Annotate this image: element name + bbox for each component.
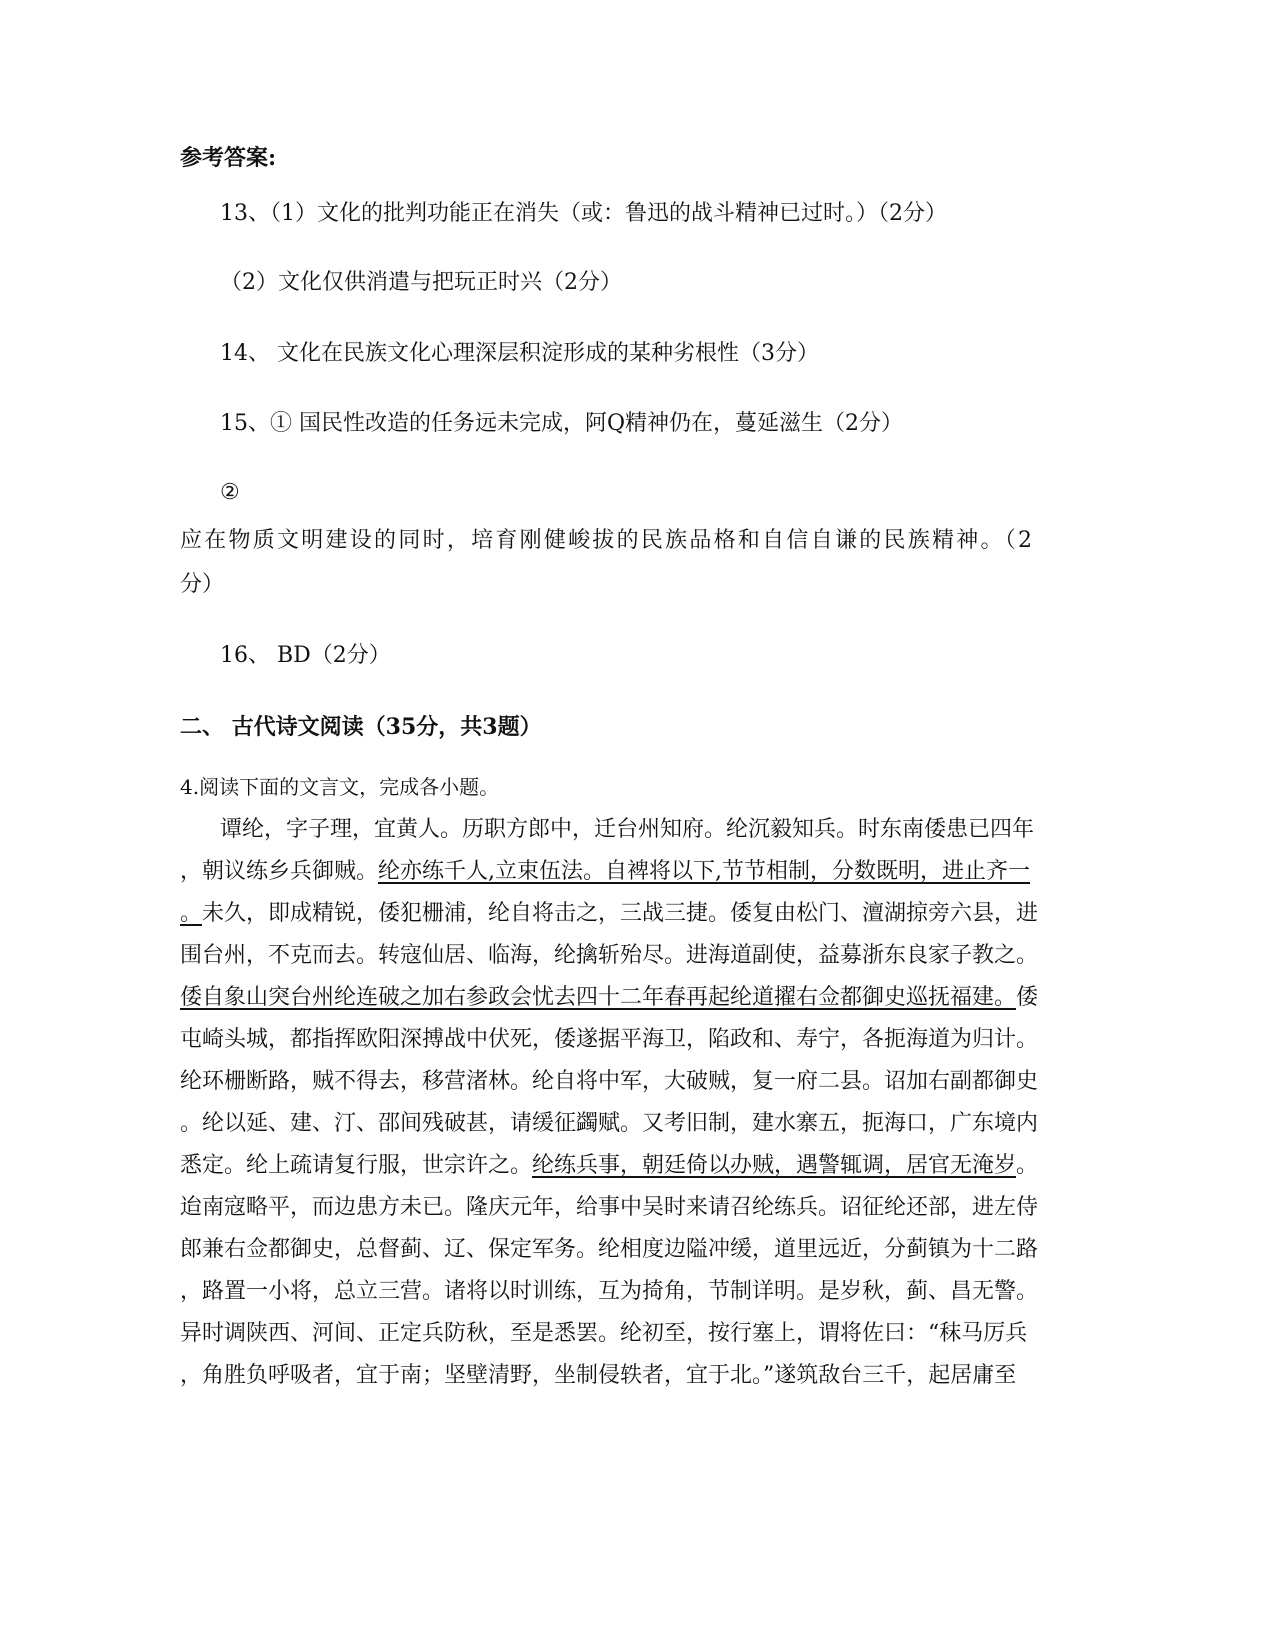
passage-line-2	[180, 857, 1030, 887]
answer-15-part-2-continuation: 分）	[180, 572, 225, 597]
passage-underlined-sentence-3: 纶练兵事，朝廷倚以办贼，遇警辄调，居官无淹岁	[532, 1153, 1017, 1178]
passage-line-9-end: 。	[1016, 1153, 1039, 1178]
passage-line-3	[180, 899, 1038, 929]
passage-line-7: 纶环栅断路，贼不得去，移营渚林。纶自将中军，大破贼，复一府二县。诏加右副都御史	[180, 1069, 1039, 1094]
passage-line-8: 。纶以延、建、汀、邵间残破甚，请缓征蠲赋。又考旧制，建水寨五，扼海口，广东境内	[180, 1111, 1039, 1136]
section-2-heading: 二、 古代诗文阅读（35分，共3题）	[180, 714, 542, 740]
answers-heading: 参考答案:	[180, 145, 277, 171]
answer-15-part-2-marker: ②	[220, 480, 240, 505]
passage-line-6: 屯崎头城，都指挥欧阳深搏战中伏死，倭遂据平海卫，陷政和、寿宁，各扼海道为归计。	[180, 1027, 1039, 1052]
passage-line-9-plain: 悉定。纶上疏请复行服，世宗许之。	[180, 1153, 533, 1178]
passage-line-5	[180, 983, 1038, 1013]
passage-line-3-plain: 未久，即成精锐，倭犯栅浦，纶自将击之，三战三捷。倭复由松门、澶湖掠旁六县，进	[202, 901, 1039, 926]
passage-line-14: ，角胜负呼吸者，宜于南；坚壁清野，坐制侵轶者，宜于北。”遂筑敌台三千，起居庸至	[180, 1363, 1017, 1388]
passage-line-12: ，路置一小将，总立三营。诸将以时训练，互为掎角，节制详明。是岁秋，蓟、昌无警。	[180, 1279, 1039, 1304]
passage-line-9	[180, 1151, 1038, 1181]
answer-14: 14、 文化在民族文化心理深层积淀形成的某种劣根性（3分）	[220, 341, 819, 366]
answer-15-part-2-text: 应在物质文明建设的同时，培育刚健峻拔的民族品格和自信自谦的民族精神。（2	[180, 528, 1032, 553]
passage-line-10: 迨南寇略平，而边患方未已。隆庆元年，给事中吴时来请召纶练兵。诏征纶还部，进左侍	[180, 1195, 1039, 1220]
passage-underlined-sentence-1-end: 。	[180, 901, 203, 926]
passage-line-4: 围台州，不克而去。转寇仙居、临海，纶擒斩殆尽。进海道副使，益募浙东良家子教之。	[180, 943, 1039, 968]
passage-underlined-sentence-1: 纶亦练千人,立束伍法。自裨将以下,节节相制，分数既明，进止齐一	[378, 859, 1031, 884]
answer-13-part-2: （2）文化仅供消遣与把玩正时兴（2分）	[220, 270, 622, 295]
passage-line-2-plain: ，朝议练乡兵御贼。	[180, 859, 379, 884]
answer-15-part-1: 15、① 国民性改造的任务远未完成，阿Q精神仍在，蔓延滋生（2分）	[220, 411, 904, 436]
answer-13-part-1: 13、（1）文化的批判功能正在消失（或：鲁迅的战斗精神已过时。）（2分）	[220, 201, 947, 226]
passage-line-5-plain: 倭	[1016, 985, 1039, 1010]
passage-line-11: 郎兼右佥都御史，总督蓟、辽、保定军务。纶相度边隘冲缓，道里远近，分蓟镇为十二路	[180, 1237, 1039, 1262]
answer-16: 16、 BD（2分）	[220, 643, 391, 668]
passage-underlined-sentence-2: 倭自象山突台州纶连破之加右参政会忧去四十二年春再起纶道擢右佥都御史巡抚福建。	[180, 985, 1017, 1010]
passage-line-13: 异时调陕西、河间、正定兵防秋，至是悉罢。纶初至，按行塞上，谓将佐曰：“秣马厉兵	[180, 1321, 1028, 1346]
question-4-prompt: 4.阅读下面的文言文，完成各小题。	[180, 775, 500, 799]
passage-line-1: 谭纶，字子理，宜黄人。历职方郎中，迁台州知府。纶沉毅知兵。时东南倭患已四年	[220, 817, 1035, 842]
